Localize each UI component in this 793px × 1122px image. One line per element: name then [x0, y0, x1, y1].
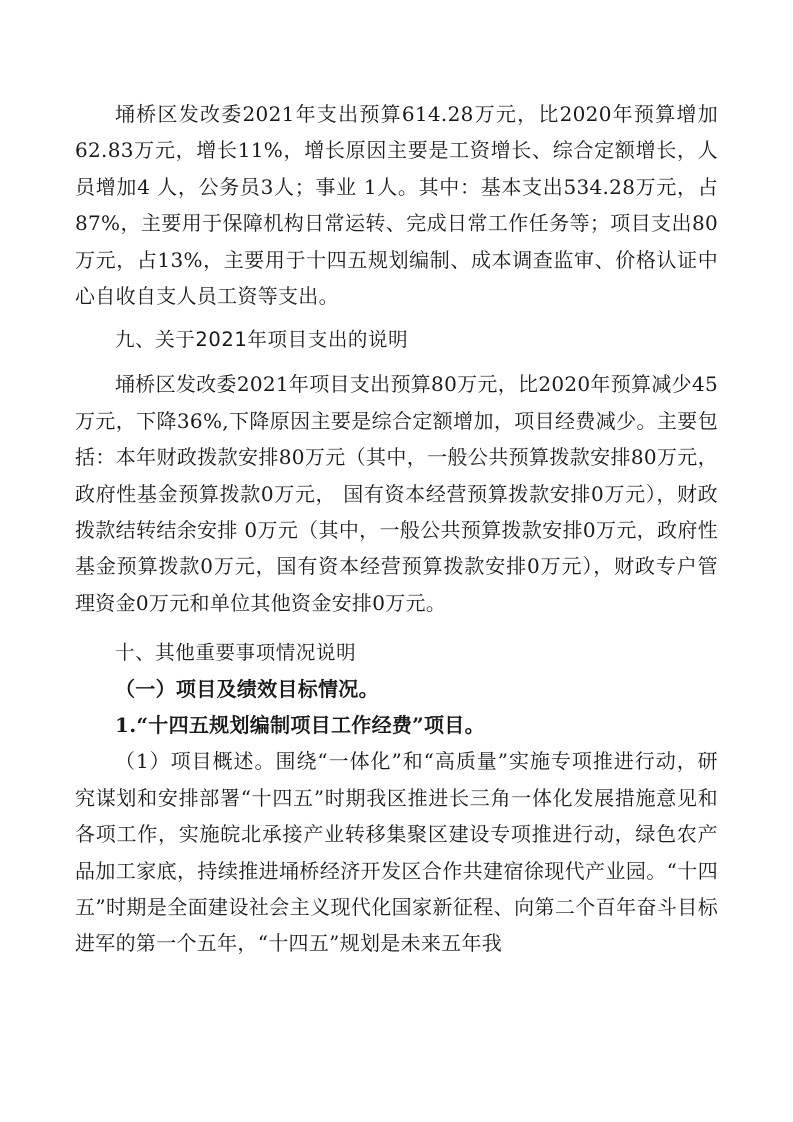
project-1-heading: 1.“十四五规划编制项目工作经费”项目。: [115, 713, 485, 738]
section-9-heading: 九、关于2021年项目支出的说明: [115, 328, 409, 352]
section-10-heading: 十、其他重要事项情况说明: [115, 641, 357, 665]
budget-summary-paragraph: 埇桥区发改委2021年支出预算614.28万元，比2020年预算增加62.83万元，增长11%，增长原因主要是工资增长、综合定额增长，人员增加4 人，公务员3人；事业 1人。其中：基本支出534.28万元，占87%，主要用于保障机构日常运转、完成日常工作任务等；项目支出80万元，占13%，主要用于十四五规划编制、成本调查监审、价格认证中心自收自支人员工资等支出。: [75, 102, 718, 309]
project-overview-paragraph: （1）项目概述。围绕“一体化”和“高质量”实施专项推进行动，研究谋划和安排部署“十四五”时期我区推进长三角一体化发展措施意见和各项工作，实施皖北承接产业转移集聚区建设专项推进行动，绿色农产品加工家底，持续推进埇桥经济开发区合作共建宿徐现代产业园。“十四五”时期是全面建设社会主义现代化国家新征程、向第二个百年奋斗目标进军的第一个五年，“十四五”规划是未来五年我: [75, 749, 718, 956]
document-page: [75, 96, 718, 962]
project-expenditure-paragraph: 埇桥区发改委2021年项目支出预算80万元，比2020年预算减少45万元，下降36%,下降原因主要是综合定额增加，项目经费减少。主要包括：本年财政拨款安排80万元（其中，一般公共预算拨款安排80万元，政府性基金预算拨款0万元， 国有资本经营预算拨款安排0万元），财政拨款结转结余安排 0万元（其中，一般公共预算拨款安排0万元，政府性基金预算拨款0万元，国有资本经营预算拨款安排0万元），财政专户管理资金0万元和单位其他资金安排0万元。: [75, 372, 718, 615]
subsection-1-heading: （一）项目及绩效目标情况。: [115, 677, 379, 702]
